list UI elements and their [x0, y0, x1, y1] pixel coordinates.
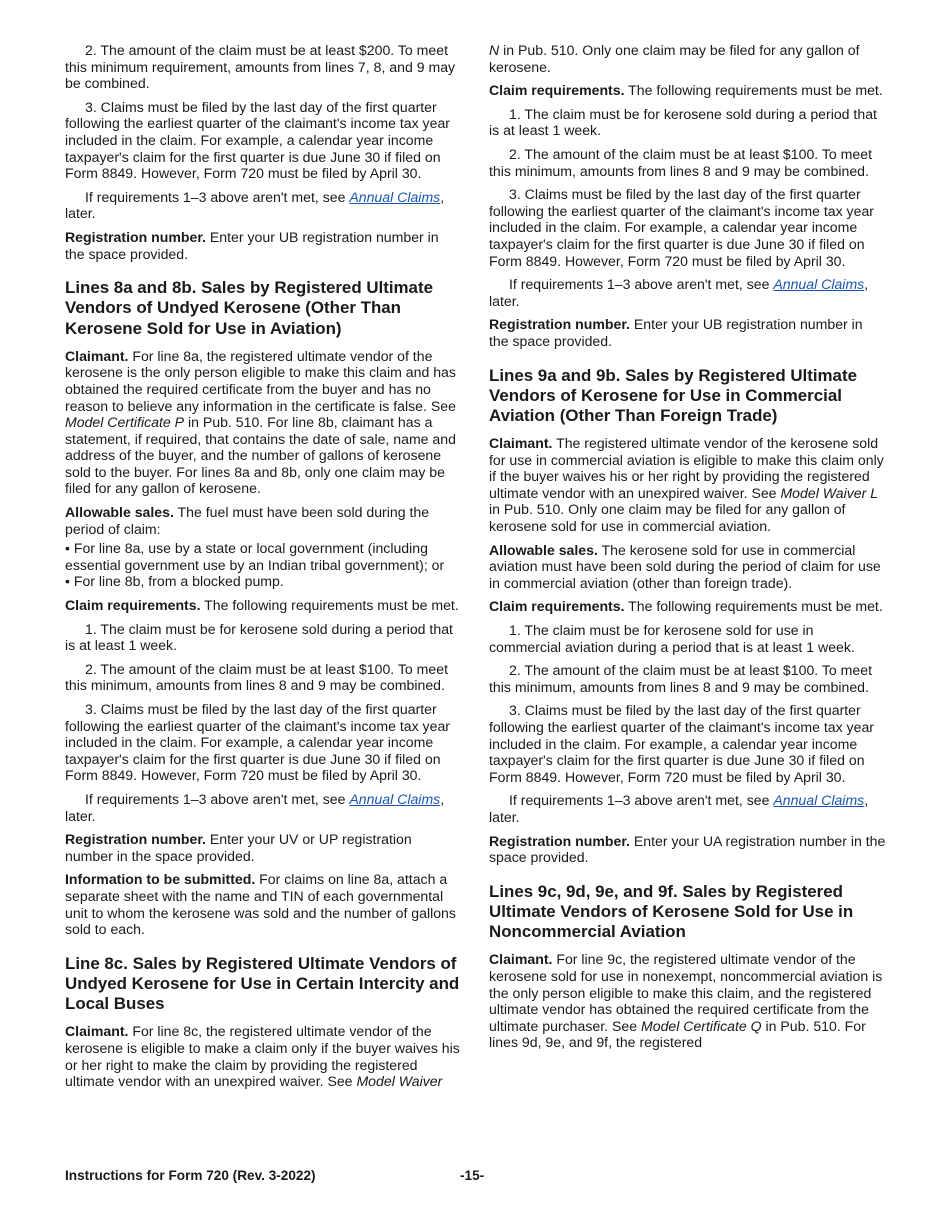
run-in-heading: Registration number. [489, 832, 630, 849]
section-heading: Lines 9a and 9b. Sales by Registered Ultimate Vendors of Kerosene for Use in Commercial Aviation (Other Than Foreign Trade) [489, 365, 857, 425]
paragraph: Claim requirements. The following requirements must be met. [489, 82, 883, 99]
paragraph: 2. The amount of the claim must be at least $100. To meet this minimum, amounts from lines 8 and 9 may be combined. [489, 145, 872, 179]
paragraph: Allowable sales. The kerosene sold for use in commercial aviation must have been sold during the period of claim for use in commercial aviation (other than foreign trade). [489, 541, 881, 591]
annual-claims-link[interactable]: Annual Claims [349, 188, 441, 205]
paragraph: 3. Claims must be filed by the last day of the first quarter following the earliest quarter of the claimant's income tax year included in the claim. For example, a calendar year income taxpayer's claim for the first quarter is due June 30 if filed on Form 8849. However, Form 720 must be filed by April 30. [489, 186, 874, 269]
paragraph: Claim requirements. The following requirements must be met. [489, 598, 883, 615]
paragraph: 3. Claims must be filed by the last day of the first quarter following the earliest quarter of the claimant's income tax year included in the claim. For example, a calendar year income taxpayer's claim for the first quarter is due June 30 if filed on Form 8849. However, Form 720 must be filed by April 30. [65, 701, 450, 784]
run-in-heading: Claimant. [65, 347, 129, 364]
run-in-heading: Claim requirements. [489, 598, 625, 615]
page-number: -15- [460, 1168, 485, 1183]
paragraph: 3. Claims must be filed by the last day of the first quarter following the earliest quarter of the claimant's income tax year included in the claim. For example, a calendar year income taxpayer's claim for the first quarter is due June 30 if filed on Form 8849. However, Form 720 must be filed by April 30. [489, 702, 874, 785]
paragraph: Allowable sales. The fuel must have been sold during the period of claim: [65, 504, 430, 537]
right-column [489, 42, 886, 1058]
paragraph: Claimant. For line 9c, the registered ultimate vendor of the kerosene sold for use in nonexempt, noncommercial aviation is the only person eligible to make this claim, and the registered ultimate vendor has obtained the required certificate from the ultimate purchaser. See Model Certificate Q in Pub. 510. For lines 9d, 9e, and 9f, the registered [489, 951, 883, 1051]
run-in-heading: Information to be submitted. [65, 871, 256, 888]
paragraph: Registration number. Enter your UB registration number in the space provided. [65, 228, 439, 262]
paragraph: Registration number. Enter your UA registration number in the space provided. [489, 832, 886, 866]
run-in-heading: Claimant. [489, 435, 553, 452]
paragraph: 2. The amount of the claim must be at least $100. To meet this minimum, amounts from lines 8 and 9 may be combined. [65, 660, 448, 694]
annual-claims-link[interactable]: Annual Claims [773, 792, 865, 809]
run-in-heading: Registration number. [65, 831, 206, 848]
paragraph: 3. Claims must be filed by the last day of the first quarter following the earliest quarter of the claimant's income tax year included in the claim. For example, a calendar year income taxpayer's claim for the first quarter is due June 30 if filed on Form 8849. However, Form 720 must be filed by April 30. [65, 98, 450, 182]
bullet-item: • For line 8a, use by a state or local government (including essential government use by an Indian tribal government); or [65, 540, 445, 573]
run-in-heading: Claimant. [65, 1023, 129, 1040]
paragraph: 1. The claim must be for kerosene sold during a period that is at least 1 week. [65, 620, 453, 654]
paragraph: Registration number. Enter your UB registration number in the space provided. [489, 316, 863, 349]
section-heading: Lines 8a and 8b. Sales by Registered Ultimate Vendors of Undyed Kerosene (Other Than Kerosene Sold for Use in Aviation) [65, 278, 433, 338]
paragraph: If requirements 1–3 above aren't met, see Annual Claims, later. [489, 792, 869, 825]
section-heading: Line 8c. Sales by Registered Ultimate Vendors of Undyed Kerosene for Use in Certain Intercity and Local Buses [65, 953, 460, 1014]
paragraph: N in Pub. 510. Only one claim may be filed for any gallon of kerosene. [489, 42, 860, 75]
paragraph: Claimant. The registered ultimate vendor of the kerosene sold for use in commercial aviation is eligible to make this claim only if the buyer waives his or her right by providing the registered ultimate vendor with an unexpired waiver. See Model Waiver L in Pub. 510. Only one claim may be filed for any gallon of kerosene sold for use in commercial aviation. [489, 435, 884, 535]
paragraph: Registration number. Enter your UV or UP registration number in the space provided. [65, 831, 412, 864]
run-in-heading: Registration number. [489, 316, 630, 333]
run-in-heading: Claimant. [489, 951, 553, 968]
left-column [65, 42, 462, 1097]
run-in-heading: Claim requirements. [65, 597, 201, 614]
run-in-heading: Allowable sales. [489, 541, 598, 558]
paragraph: 2. The amount of the claim must be at least $100. To meet this minimum, amounts from lines 8 and 9 may be combined. [489, 662, 872, 695]
section-heading: Lines 9c, 9d, 9e, and 9f. Sales by Registered Ultimate Vendors of Kerosene Sold for Use in Noncommercial Aviation [489, 881, 854, 942]
paragraph: If requirements 1–3 above aren't met, see Annual Claims, later. [65, 188, 445, 222]
paragraph: 2. The amount of the claim must be at least $200. To meet this minimum requirement, amounts from lines 7, 8, and 9 may be combined. [65, 42, 456, 92]
paragraph: Information to be submitted. For claims on line 8a, attach a separate sheet with the name and TIN of each governmental unit to whom the kerosene was sold and the number of gallons sold to each. [65, 871, 456, 938]
run-in-heading: Registration number. [65, 228, 206, 245]
annual-claims-link[interactable]: Annual Claims [773, 276, 865, 293]
paragraph: If requirements 1–3 above aren't met, see Annual Claims, later. [489, 276, 869, 309]
paragraph: Claimant. For line 8a, the registered ultimate vendor of the kerosene is the only person eligible to make this claim and has obtained the required certificate from the buyer and has no reason to believe any information in the certificate is false. See Model Certificate P in Pub. 510. For line 8b, claimant has a statement, if required, that contains the date of sale, name and address of the buyer, and the number of gallons of kerosene sold to the buyer. For lines 8a and 8b, only one claim may be filed for any gallon of kerosene. [65, 347, 456, 497]
annual-claims-link[interactable]: Annual Claims [349, 790, 441, 807]
run-in-heading: Claim requirements. [489, 82, 625, 99]
paragraph: 1. The claim must be for kerosene sold during a period that is at least 1 week. [489, 105, 877, 139]
run-in-heading: Allowable sales. [65, 504, 174, 521]
paragraph: Claimant. For line 8c, the registered ultimate vendor of the kerosene is eligible to make a claim only if the buyer waives his or her right to make the claim by providing the registered ultimate vendor with an unexpired waiver. See Model Waiver [65, 1023, 460, 1090]
form-title: Instructions for Form 720 (Rev. 3-2022) [65, 1168, 316, 1183]
bullet-item: • For line 8b, from a blocked pump. [65, 573, 284, 590]
paragraph: 1. The claim must be for kerosene sold for use in commercial aviation during a period that is at least 1 week. [489, 622, 855, 655]
paragraph: If requirements 1–3 above aren't met, see Annual Claims, later. [65, 790, 445, 824]
paragraph: Claim requirements. The following requirements must be met. [65, 597, 459, 614]
